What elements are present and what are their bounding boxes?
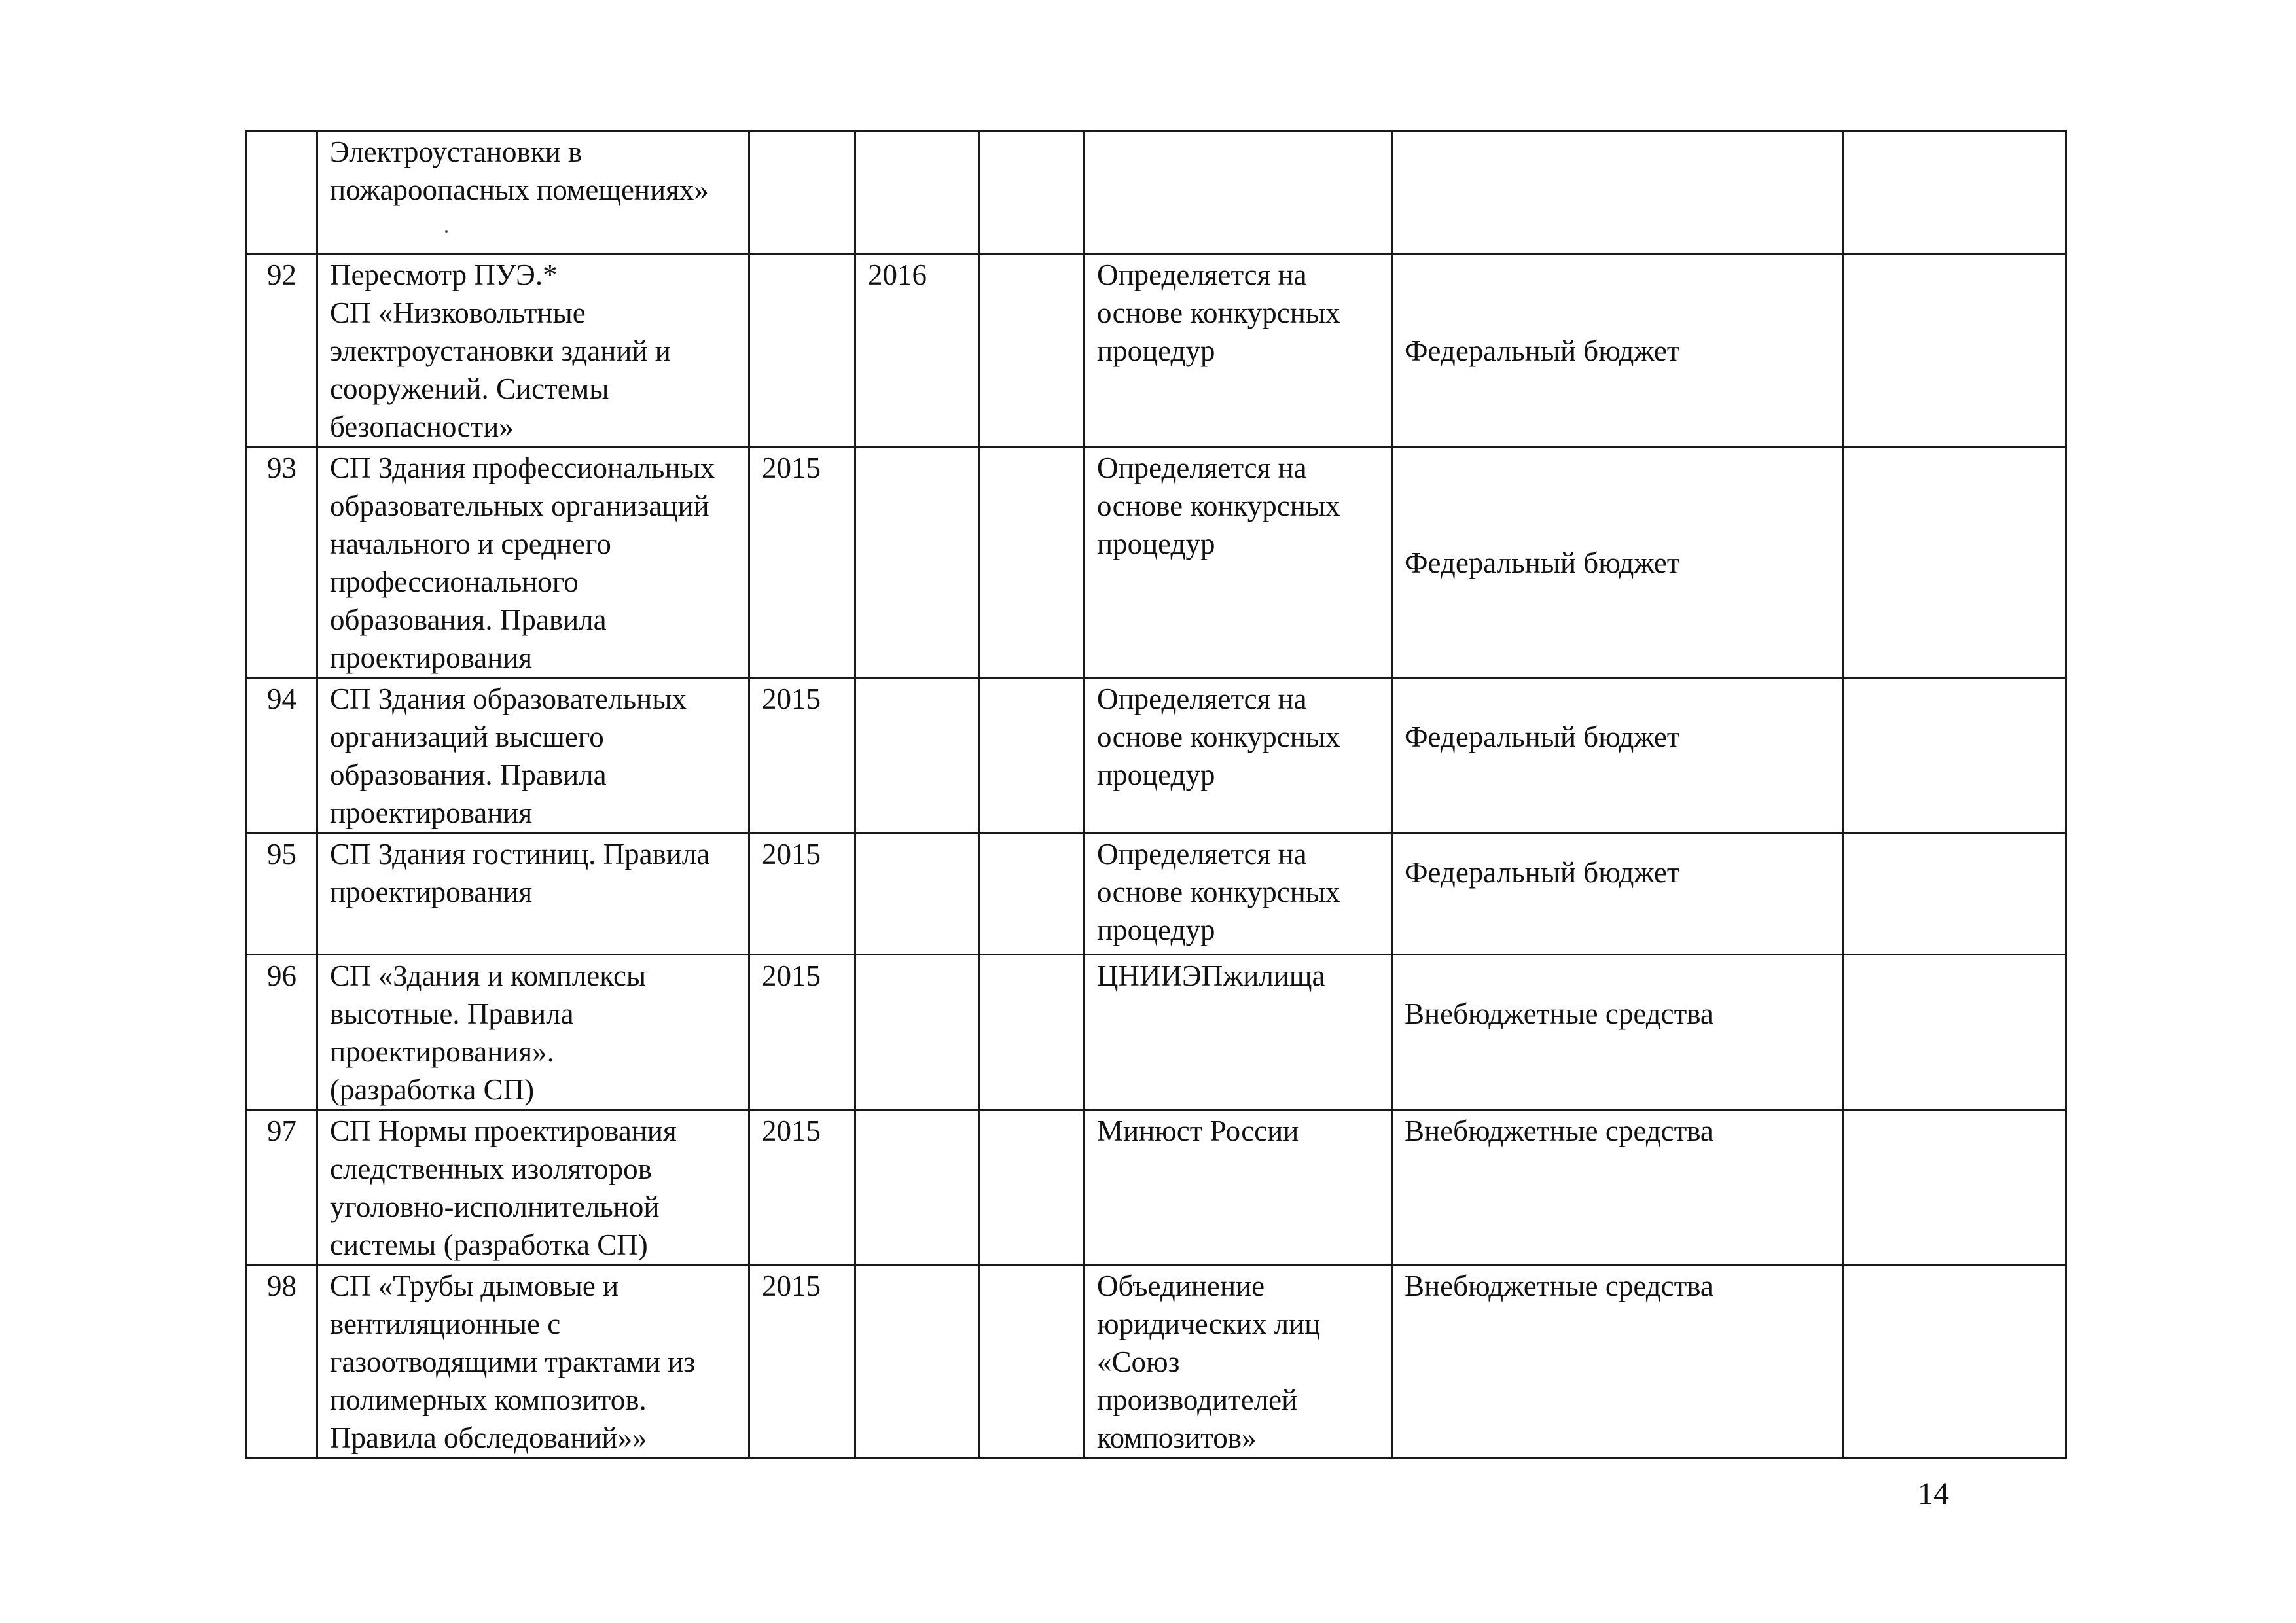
end-year: 2016 [855,254,980,447]
executor: Минюст России [1085,1110,1392,1265]
extra-cell [980,1265,1085,1458]
extra-cell [980,1110,1085,1265]
end-year [855,1110,980,1265]
end-year [855,833,980,955]
document-title: СП Здания гостиниц. Правила проектирования [317,833,749,955]
note-cell [1844,955,2066,1110]
document-title: Пересмотр ПУЭ.* СП «Низковольтные электроустановки зданий и сооружений. Системы безопасности» [317,254,749,447]
table-row [247,254,2066,447]
end-year [855,1265,980,1458]
end-year [855,955,980,1110]
funding-source [1392,131,1844,254]
funding-source: Федеральный бюджет [1392,678,1844,833]
executor: Определяется на основе конкурсных процедур [1085,833,1392,955]
funding-source: Внебюджетные средства [1392,1265,1844,1458]
funding-source: Внебюджетные средства [1392,955,1844,1110]
row-number: 95 [247,833,317,955]
start-year [749,254,855,447]
extra-cell [980,131,1085,254]
start-year: 2015 [749,678,855,833]
note-cell [1844,254,2066,447]
end-year [855,678,980,833]
row-number: 98 [247,1265,317,1458]
row-number: 96 [247,955,317,1110]
row-number: 94 [247,678,317,833]
start-year: 2015 [749,1265,855,1458]
note-cell [1844,1265,2066,1458]
extra-cell [980,955,1085,1110]
table-row [247,131,2066,254]
start-year: 2015 [749,447,855,678]
executor [1085,131,1392,254]
start-year [749,131,855,254]
plan-table [245,130,2067,1459]
executor: ЦНИИЭПжилища [1085,955,1392,1110]
document-title: СП Здания профессиональных образовательных организаций начального и среднего профессионального образования. Правила проектирования [317,447,749,678]
document-title: СП «Трубы дымовые и вентиляционные с газоотводящими трактами из полимерных композитов. Правила обследований»» [317,1265,749,1458]
page-number: 14 [1918,1476,1949,1511]
start-year: 2015 [749,1110,855,1265]
start-year: 2015 [749,833,855,955]
table-row [247,1265,2066,1458]
note-cell [1844,447,2066,678]
start-year: 2015 [749,955,855,1110]
note-cell [1844,1110,2066,1265]
table-row [247,1110,2066,1265]
executor: Определяется на основе конкурсных процедур [1085,447,1392,678]
table-row [247,678,2066,833]
end-year [855,447,980,678]
extra-cell [980,678,1085,833]
extra-cell [980,833,1085,955]
note-cell [1844,131,2066,254]
row-number [247,131,317,254]
row-number: 93 [247,447,317,678]
executor: Определяется на основе конкурсных процедур [1085,254,1392,447]
funding-source: Федеральный бюджет [1392,833,1844,955]
scan-speck [445,230,448,233]
executor: Объединение юридических лиц «Союз производителей композитов» [1085,1265,1392,1458]
table-row [247,833,2066,955]
document-title: СП Здания образовательных организаций высшего образования. Правила проектирования [317,678,749,833]
row-number: 97 [247,1110,317,1265]
funding-source: Федеральный бюджет [1392,254,1844,447]
document-title: Электроустановки в пожароопасных помещениях» [317,131,749,254]
table-row [247,955,2066,1110]
funding-source: Федеральный бюджет [1392,447,1844,678]
row-number: 92 [247,254,317,447]
extra-cell [980,447,1085,678]
table-row [247,447,2066,678]
end-year [855,131,980,254]
executor: Определяется на основе конкурсных процедур [1085,678,1392,833]
note-cell [1844,678,2066,833]
extra-cell [980,254,1085,447]
document-title: СП Нормы проектирования следственных изоляторов уголовно-исполнительной системы (разработка СП) [317,1110,749,1265]
note-cell [1844,833,2066,955]
funding-source: Внебюджетные средства [1392,1110,1844,1265]
document-title: СП «Здания и комплексы высотные. Правила проектирования». (разработка СП) [317,955,749,1110]
